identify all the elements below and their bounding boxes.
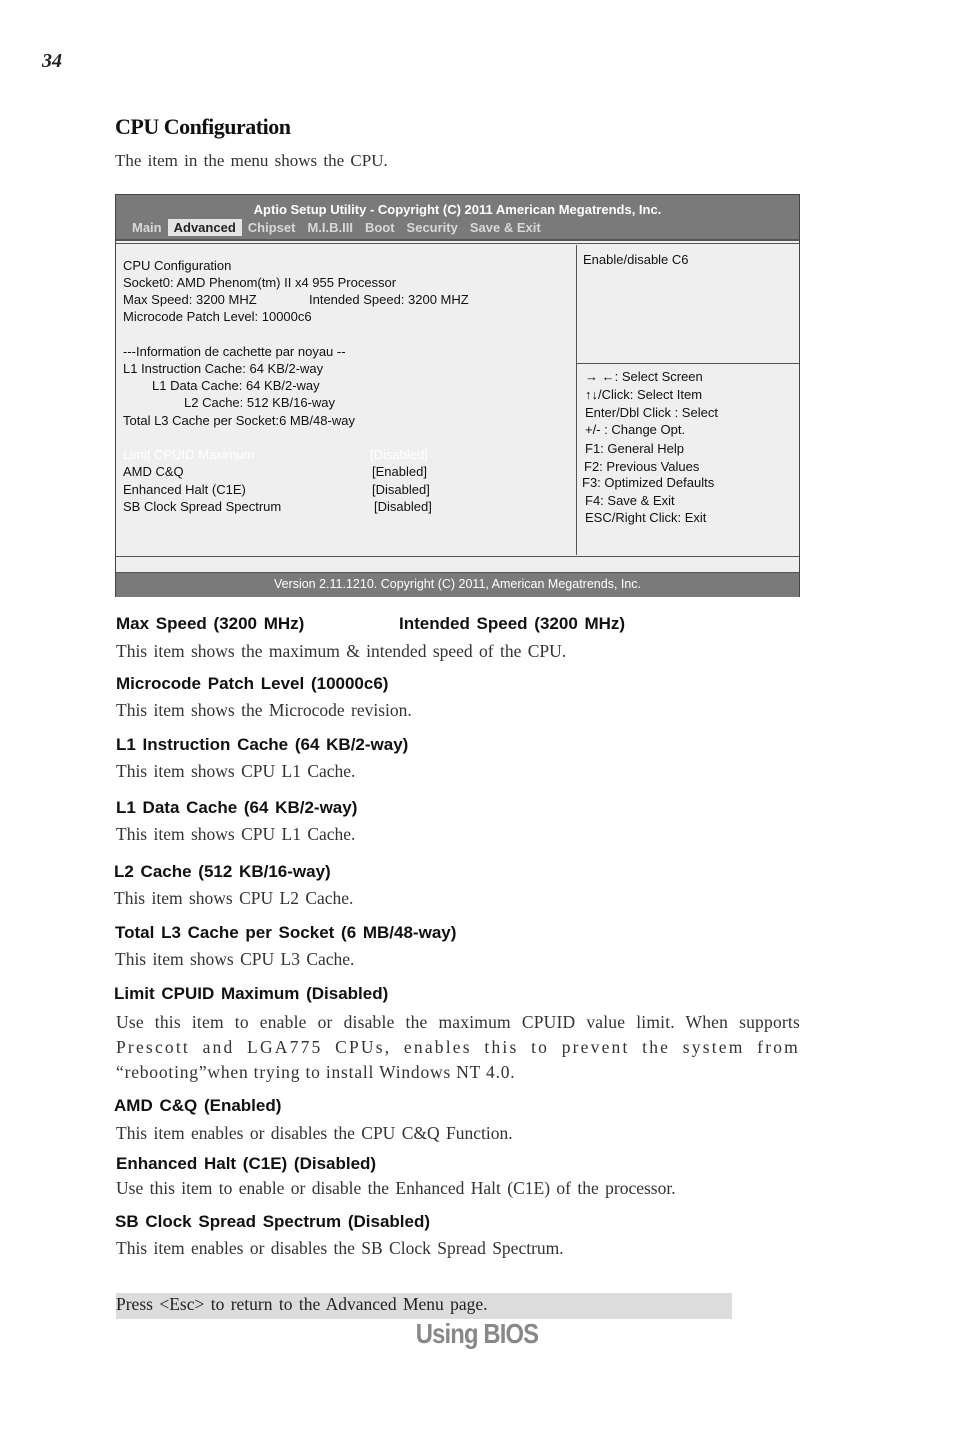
info-cache-header: ---Information de cachette par noyau -- <box>123 344 346 359</box>
option-amd-cq-value[interactable]: [Enabled] <box>372 464 427 479</box>
bios-header <box>116 195 799 241</box>
info-l2: L2 Cache: 512 KB/16-way <box>184 395 336 410</box>
tab-chipset[interactable]: Chipset <box>247 220 296 235</box>
limit-cpuid-line-1: Use this item to enable or disable the maximum CPUID value limit. When supports <box>116 1012 800 1032</box>
bios-tabs <box>126 219 547 236</box>
option-amd-cq-label[interactable]: AMD C&Q <box>123 464 184 479</box>
option-c1e-label[interactable]: Enhanced Halt (C1E) <box>123 482 246 497</box>
key-f4: F4: Save & Exit <box>585 493 675 508</box>
item-desc-sb-clock: This item enables or disables the SB Clock Spread Spectrum. <box>116 1238 564 1258</box>
option-c1e-value[interactable]: [Disabled] <box>372 482 430 497</box>
key-select-item: ↑↓/Click: Select Item <box>585 387 703 402</box>
item-head-l2: L2 Cache (512 KB/16-way) <box>114 862 331 881</box>
item-head-l1-instruction: L1 Instruction Cache (64 KB/2-way) <box>116 735 409 754</box>
key-esc: ESC/Right Click: Exit <box>585 510 707 525</box>
item-desc-speed: This item shows the maximum & intended speed of the CPU. <box>116 641 567 661</box>
tab-main[interactable]: Main <box>132 220 162 235</box>
info-l3: Total L3 Cache per Socket:6 MB/48-way <box>123 413 355 428</box>
info-cpu-config: CPU Configuration <box>123 258 232 273</box>
key-f1: F1: General Help <box>585 441 684 456</box>
item-desc-amd-cq: This item enables or disables the CPU C&Q Function. <box>116 1123 513 1143</box>
bios-key-help-panel <box>577 364 799 554</box>
help-text: Enable/disable C6 <box>583 252 689 267</box>
page-number: 34 <box>42 50 62 72</box>
bios-main-panel <box>116 245 577 555</box>
item-head-amd-cq: AMD C&Q (Enabled) <box>114 1096 282 1115</box>
info-l1-instruction: L1 Instruction Cache: 64 KB/2-way <box>123 361 324 376</box>
limit-cpuid-line-3: “rebooting”when trying to install Windows NT 4.0. <box>116 1062 516 1082</box>
bios-divider-top <box>116 243 799 244</box>
item-head-l1-data: L1 Data Cache (64 KB/2-way) <box>116 798 358 817</box>
option-sb-clock-value[interactable]: [Disabled] <box>374 499 432 514</box>
item-head-max-speed: Max Speed (3200 MHz) <box>116 614 305 633</box>
key-select-screen: → ←: Select Screen <box>585 369 703 384</box>
option-sb-clock-label[interactable]: SB Clock Spread Spectrum <box>123 499 282 514</box>
bios-screen <box>115 194 800 597</box>
tab-security[interactable]: Security <box>406 220 458 235</box>
tab-boot[interactable]: Boot <box>364 220 395 235</box>
intro-text: The item in the menu shows the CPU. <box>115 151 388 170</box>
item-desc-l1-data: This item shows CPU L1 Cache. <box>116 824 356 844</box>
footer-title: Using BIOS <box>415 1318 539 1349</box>
esc-note: Press <Esc> to return to the Advanced Menu page. <box>116 1293 732 1319</box>
section-title: CPU Configuration <box>115 114 291 139</box>
info-max-speed: Max Speed: 3200 MHZ <box>123 292 257 307</box>
item-head-microcode: Microcode Patch Level (10000c6) <box>116 674 389 693</box>
key-f2: F2: Previous Values <box>584 459 700 474</box>
item-desc-l3: This item shows CPU L3 Cache. <box>115 949 355 969</box>
item-head-c1e: Enhanced Halt (C1E) (Disabled) <box>116 1154 377 1173</box>
info-l1-data: L1 Data Cache: 64 KB/2-way <box>152 378 320 393</box>
key-change-opt: +/- : Change Opt. <box>585 422 686 437</box>
item-head-l3: Total L3 Cache per Socket (6 MB/48-way) <box>115 923 457 942</box>
option-limit-cpuid-label[interactable]: Limit CPUID Maximum <box>123 447 255 462</box>
item-desc-l2: This item shows CPU L2 Cache. <box>114 888 354 908</box>
item-desc-microcode: This item shows the Microcode revision. <box>116 700 412 720</box>
info-socket: Socket0: AMD Phenom(tm) II x4 955 Processor <box>123 275 397 290</box>
item-desc-l1-instruction: This item shows CPU L1 Cache. <box>116 761 356 781</box>
info-microcode: Microcode Patch Level: 10000c6 <box>123 309 312 324</box>
limit-cpuid-line-2: Prescott and LGA775 CPUs, enables this to prevent the system from <box>116 1037 800 1057</box>
info-intended-speed: Intended Speed: 3200 MHZ <box>309 292 469 307</box>
option-limit-cpuid-value[interactable]: [Disabled] <box>370 447 428 462</box>
tab-mib3[interactable]: M.I.B.III <box>307 220 353 235</box>
tab-save-exit[interactable]: Save & Exit <box>469 220 541 235</box>
bios-divider-bottom <box>116 556 799 557</box>
item-head-sb-clock: SB Clock Spread Spectrum (Disabled) <box>115 1212 431 1231</box>
item-desc-limit-cpuid <box>116 1010 800 1085</box>
bios-version: Version 2.11.1210. Copyright (C) 2011, American Megatrends, Inc. <box>116 572 799 597</box>
bios-title: Aptio Setup Utility - Copyright (C) 2011 American Megatrends, Inc. <box>253 202 662 217</box>
tab-advanced[interactable]: Advanced <box>168 219 242 236</box>
item-head-limit-cpuid: Limit CPUID Maximum (Disabled) <box>114 984 389 1003</box>
bios-help-panel <box>577 245 799 364</box>
key-enter-select: Enter/Dbl Click : Select <box>585 405 718 420</box>
item-desc-c1e: Use this item to enable or disable the Enhanced Halt (C1E) of the processor. <box>116 1178 676 1198</box>
item-head-intended-speed: Intended Speed (3200 MHz) <box>399 614 626 633</box>
key-f3: F3: Optimized Defaults <box>582 475 715 490</box>
